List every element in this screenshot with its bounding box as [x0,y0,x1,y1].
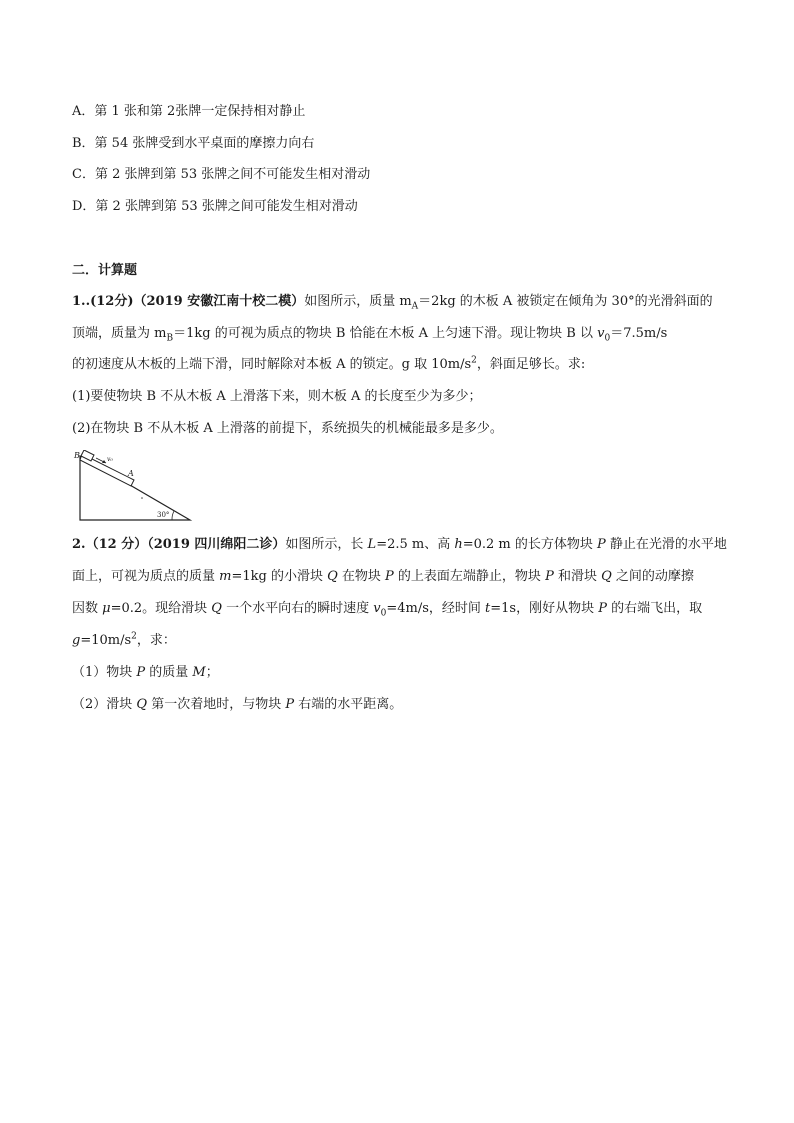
q2-line-1: 2.（12 分）（2019 四川绵阳二诊）如图所示，长 L=2.5 m、高 h=0.2 m 的长方体物块 P 静止在光滑的水平地 [72,537,727,552]
q1-line-2: 顶端，质量为 $m_B=1kg$ 的可视为质点的物块 B 恰能在木板 A 上匀速下滑。现让物块 B 以 $v_0=7.5m/s$ [72,326,668,344]
option-a: A．第 1 张和第 2张牌一定保持相对静止 [72,104,306,119]
option-c: C．第 2 张牌到第 53 张牌之间不可能发生相对滑动 [72,167,371,182]
q2-line-3: 因数 μ=0.2。现给滑块 Q 一个水平向右的瞬时速度 $v_0=4m/s$，经时间 t=1s，刚好从物块 P 的右端飞出，取 [72,601,703,619]
label-v0: v₀ [107,456,113,463]
q2-head: 2.（12 分）（2019 四川绵阳二诊） [72,537,286,552]
incline-figure [72,450,194,526]
angle-arc [172,511,174,520]
option-b: B．第 54 张牌受到水平桌面的摩擦力向右 [72,136,315,151]
option-d: D．第 2 张牌到第 53 张牌之间可能发生相对滑动 [72,199,358,214]
q2-line-2: 面上，可视为质点的质量 m=1kg 的小滑块 Q 在物块 P 的上表面左端静止，物块 P 和滑块 Q 之间的动摩擦 [72,569,694,584]
q1-part-2: (2)在物块 B 不从木板 A 上滑落的前提下，系统损失的机械能最多是多少。 [72,421,503,436]
section-title: 二．计算题 [72,263,138,278]
q2-line-4: $g=10m/s^2$，求： [72,631,176,648]
q1-line-3: 的初速度从木板的上端下滑，同时解除对本板 A 的锁定。g 取 $10m/s^2$，斜面足够长。求: [72,355,586,372]
q2-part-1: （1）物块 P 的质量 M； [72,665,219,680]
label-b: B [74,451,80,460]
q1-part-1: (1)要使物块 B 不从木板 A 上滑落下来，则木板 A 的长度至少为多少； [72,389,482,404]
figure-dot [141,497,143,499]
q1-head: 1..(12分)（2019 安徽江南十校二模） [72,294,305,309]
q2-part-2: （2）滑块 Q 第一次着地时，与物块 P 右端的水平距离。 [72,697,403,712]
q1-line-1: 1..(12分)（2019 安徽江南十校二模）如图所示，质量 $m_A=2kg$ 的木板 A 被锁定在倾角为 30°的光滑斜面的 [72,294,713,312]
label-a: A [128,469,134,478]
label-angle: 30° [157,511,170,519]
